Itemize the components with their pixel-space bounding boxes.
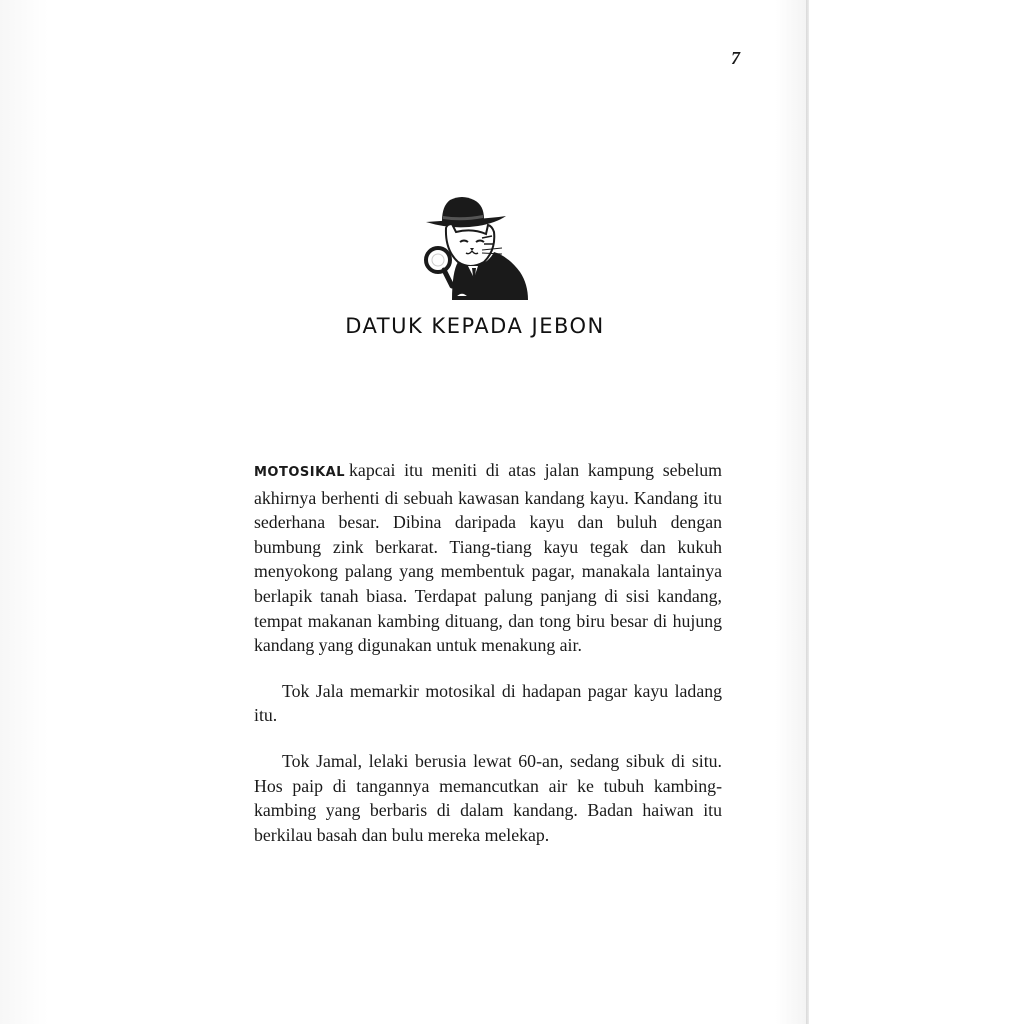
page-edge	[806, 0, 809, 1024]
paragraph-3: Tok Jamal, lelaki berusia lewat 60-an, sedang sibuk di situ. Hos paip di tangannya memancutkan air ke tubuh kambing-kambing yang berbaris di dalam kandang. Badan haiwan itu berkilau basah dan bulu mereka melekap.	[254, 750, 722, 845]
lead-word: MOTOSIKAL	[254, 465, 346, 480]
paragraph-1	[254, 458, 722, 658]
page-number: 7	[731, 48, 740, 68]
chapter-title: DATUK KEPADA JEBON	[345, 314, 605, 338]
detective-cat-icon	[412, 192, 536, 310]
paragraph-2: Tok Jala memarkir motosikal di hadapan pagar kayu ladang itu.	[254, 680, 722, 726]
body-text	[254, 458, 722, 847]
paragraph-1-text: kapcai itu meniti di atas jalan kampung sebelum akhirnya berhenti di sebuah kawasan kandang kayu. Kandang itu sederhana besar. Dibina daripada kayu dan buluh dengan bumbung zink berkarat. Tiang-tiang kayu tegak dan kukuh menyokong palang yang membentuk pagar, manakala lantainya berlapik tanah biasa. Terdapat palung panjang di sisi kandang, tempat makanan kambing dituang, dan tong biru besar di hujung kandang yang digunakan untuk menakung air.	[254, 460, 722, 656]
